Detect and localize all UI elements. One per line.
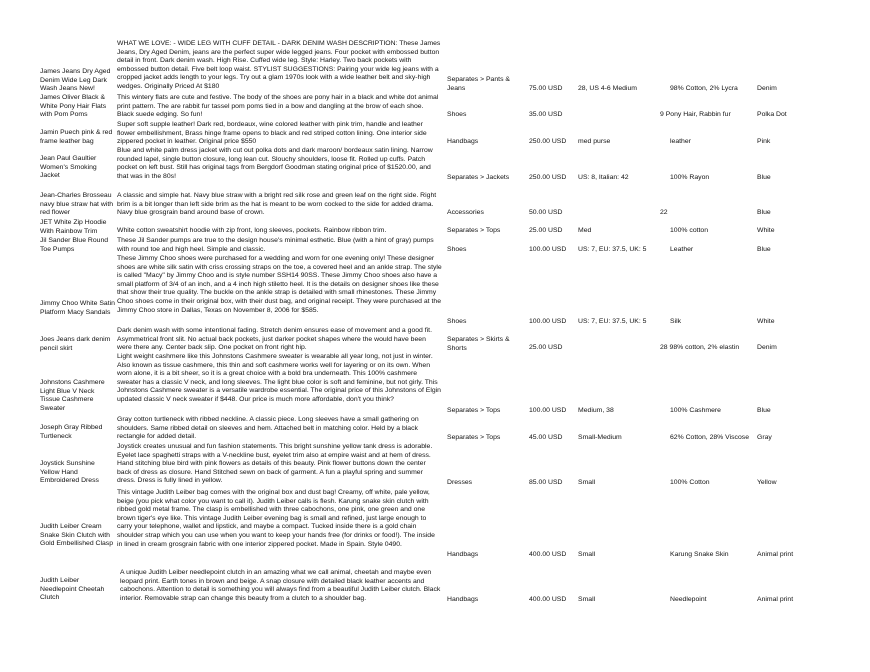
product-price: 250.00 USD <box>529 138 567 145</box>
product-description: This wintery flats are cute and festive. The body of the shoes are pony hair in a black and white dot animal print pattern. The are rabbit fur tassel pom poms tied in a bow and dangling at the brow of each shoe. Black suede edging. So fun! <box>117 94 439 119</box>
product-fabric: 98% Cotton, 2% Lycra <box>670 85 738 92</box>
product-description: Super soft supple leather! Dark red, bordeaux, wine colored leather with pink trim, handle and leather flower embellishment, Brass hinge frame opens to black and red striped cotton lining. One interior side zippered pocket in leather. Original price $550 <box>117 121 427 146</box>
product-color: Polka Dot <box>757 111 787 118</box>
product-category: Separates > Pants & Jeans <box>447 76 510 92</box>
product-name: Jamin Puech pink & red frame leather bag <box>40 129 113 145</box>
product-name: James Jeans Dry Aged Denim Wide Leg Dark Wash Jeans New! <box>40 68 111 93</box>
product-category: Separates > Tops <box>447 407 501 414</box>
product-description: A classic and simple hat. Navy blue straw with a bright red silk rose and green leaf on the right side. Right brim is a bit longer than left side brim as the hat is meant to be worn cocked to the side for added drama. Navy blue grosgrain band around base of crown. <box>117 192 437 217</box>
product-description: WHAT WE LOVE: - WIDE LEG WITH CUFF DETAIL - DARK DENIM WASH DESCRIPTION: These James Jeans, Dry Aged Denim, jeans are the perfect super wide legged jeans. Four pocket with embossed button detail in front. Dark denim wash. High Rise. Cuffed wide leg. Style: Harley. Two back pockets with embossed button detail. Five belt loop waist. STYLIST SUGGESTIONS: Pairing your wide leg jeans with a cropped jacket adds length to your legs. Try out a glam 1970s look with a wide leather belt and sky-high wedges. Originally Priced At $180 <box>117 40 441 90</box>
product-color: Blue <box>757 174 771 181</box>
product-fabric: Leather <box>670 246 694 253</box>
product-name: Joystick Sunshine Yellow Hand Embroidered Dress <box>40 460 99 485</box>
product-color: Blue <box>757 407 771 414</box>
product-category: Handbags <box>447 596 479 603</box>
product-fabric: 100% Cashmere <box>670 407 721 414</box>
product-color: Yellow <box>757 479 777 486</box>
product-color: Denim <box>757 344 777 351</box>
product-description: These Jil Sander pumps are true to the design house's minimal esthetic. Blue (with a hint of gray) pumps with round toe and high heel. Simple and classic. <box>117 237 434 253</box>
product-category: Accessories <box>447 209 484 216</box>
product-color: White <box>757 227 775 234</box>
product-price: 50.00 USD <box>529 209 563 216</box>
product-category: Handbags <box>447 551 479 558</box>
product-fabric: 62% Cotton, 28% Viscose <box>670 434 750 441</box>
product-description: White cotton sweatshirt hoodie with zip front, long sleeves, pockets. Rainbow ribbon trim. <box>117 227 387 234</box>
product-size: med purse <box>578 138 611 145</box>
product-size: Medium, 38 <box>578 407 614 414</box>
product-fabric: 22 <box>660 209 668 216</box>
product-name: Judith Leiber Cream Snake Skin Clutch with Gold Embellished Clasp <box>40 523 114 548</box>
product-name: James Oliver Black & White Pony Hair Flats with Pom Poms <box>40 94 107 119</box>
product-fabric: 100% cotton <box>670 227 709 234</box>
product-description: Dark denim wash with some intentional fading. Stretch denim ensures ease of movement and a good fit. Asymmetrical front slit. No actual back pockets, just darker pocket shapes where the would have been were there any. Center back slip. One pocket on front right hip. <box>117 327 432 352</box>
product-description: Blue and white palm dress jacket with cut out polka dots and dark maroon/ bordeaux satin lining. Narrow rounded lapel, single button closure, long lean cut. Slouchy shoulders, loose fit. Rolled up cuffs. Patch pocket on left bust. Still has original tags from Bergdorf Goodman stating original price of $1520.00, and that was in the 80s! <box>117 147 433 180</box>
product-color: Animal print <box>757 551 794 558</box>
product-description: Joystick creates unusual and fun fashion statements. This bright sunshine yellow tank dress is adorable. Eyelet lace spaghetti straps with a V-neckline bust, eyelet trim also at empire waist and at hem of dress. Hand stitching blue bird with pink flowers as details of this beauty. Pink flower buttons down the center back of dress as closure. Hand Stitched sewn on back of garment. A fun a playful spring and summer dress. Dress is fully lined in yellow. <box>117 443 433 485</box>
product-price: 100.00 USD <box>529 246 567 253</box>
product-description: These Jimmy Choo shoes were purchased for a wedding and worn for one evening only! These designer shoes are white silk satin with criss crossing straps on the toe, a covered heel and an ankle strap. The style is called "Macy" by Jimmy Choo and is style number SSH14 90SS. These Jimmy Choo shoes also have a small platform of 3/4 of an inch, and a 4 inch high stiletto heel. It is the details on designer shoes like these that show their true quality. The buckle on the ankle strap is detailed with small rhinestones. These Jimmy Choo shoes come in their original box, with their dust bag, and original receipt. They were purchased at the Jimmy Choo store in Dallas, Texas on November 8, 2006 for $585. <box>117 255 442 314</box>
product-description: Gray cotton turtleneck with ribbed neckline. A classic piece. Long sleeves have a small gathering on shoulders. Same ribbed detail on sleeves and hem. Attached belt in matching color. Held by a black rectangle for added detail. <box>117 416 419 441</box>
product-price: 400.00 USD <box>529 551 567 558</box>
product-category: Dresses <box>447 479 473 486</box>
product-category: Separates > Jackets <box>447 174 510 181</box>
product-fabric: Silk <box>670 318 682 325</box>
product-size: Small <box>578 596 596 603</box>
product-price: 100.00 USD <box>529 407 567 414</box>
product-category: Separates > Tops <box>447 434 501 441</box>
product-fabric: 28 98% cotton, 2% elastin <box>660 344 740 351</box>
product-category: Shoes <box>447 111 467 118</box>
product-price: 45.00 USD <box>529 434 563 441</box>
product-name: Jean Paul Gaultier Women's Smoking Jacket <box>40 155 97 180</box>
product-color: Gray <box>757 434 772 441</box>
product-name: JET White Zip Hoodie With Rainbow Trim <box>40 219 107 235</box>
product-fabric: Needlepoint <box>670 596 707 603</box>
product-name: Jimmy Choo White Satin Platform Macy Sandals <box>40 300 115 316</box>
product-name: Jean-Charles Brosseau navy blue straw hat with red flower <box>40 192 114 217</box>
product-price: 25.00 USD <box>529 344 563 351</box>
product-category: Separates > Tops <box>447 227 501 234</box>
product-size: Small-Medium <box>578 434 622 441</box>
product-color: Pink <box>757 138 771 145</box>
product-price: 100.00 USD <box>529 318 567 325</box>
product-color: Denim <box>757 85 777 92</box>
product-description: This vintage Judith Leiber bag comes with the original box and dust bag! Creamy, off white, pale yellow, beige (you pick what color you want to call it). Judith Leiber calls is flesh. Karung snake skin clutch with ribbed gold metal frame. The clasp is embellished with three cabochons, one pink, one green and one brown tiger's eye like. This vintage Judith Leiber evening bag is small and refined, just large enough to carry your telephone, wallet and lipstick, and maybe a compact. Tucked inside there is a gold chain shoulder strap which you can use when you want to keep your hands free (for drinks or food!). The inside in lined in cream grosgrain fabric with one interior zippered pocket. Made in Spain. Style 0490. <box>117 489 435 548</box>
product-color: White <box>757 318 775 325</box>
product-color: Blue <box>757 209 771 216</box>
product-price: 35.00 USD <box>529 111 563 118</box>
product-name: Jil Sander Blue Round Toe Pumps <box>40 237 109 253</box>
product-category: Shoes <box>447 246 467 253</box>
product-name: Joes Jeans dark denim pencil skirt <box>40 336 111 352</box>
product-name: Judith Leiber Needlepoint Cheetah Clutch <box>40 577 105 602</box>
product-price: 75.00 USD <box>529 85 563 92</box>
product-name: Joseph Gray Ribbed Turtleneck <box>40 424 103 440</box>
product-description: Light weight cashmere like this Johnstons Cashmere sweater is wearable all year long, not just in winter. Also known as tissue cashmere, this thin and soft cashmere works well for layering or on its own. When worn alone, it is a bit sheer, so it is a great choice with a bold bra underneath. This 100% cashmere sweater has a classic V neck, and long sleeves. The light blue color is soft and feminine, but not girly. This Johnstons Cashmere sweater is a versatile wardrobe essential. The original price of this Johnstons of Elgin updated classic V neck sweater if $448. Our price is much more affordable, don't you think? <box>117 353 441 403</box>
product-fabric: Karung Snake Skin <box>670 551 729 558</box>
product-price: 250.00 USD <box>529 174 567 181</box>
product-size: Small <box>578 551 596 558</box>
product-name: Johnstons Cashmere Light Blue V Neck Tissue Cashmere Sweater <box>40 379 105 412</box>
product-fabric: leather <box>670 138 691 145</box>
product-fabric: 9 Pony Hair, Rabbin fur <box>660 111 731 118</box>
product-price: 25.00 USD <box>529 227 563 234</box>
product-price: 85.00 USD <box>529 479 563 486</box>
product-color: Animal print <box>757 596 794 603</box>
product-category: Shoes <box>447 318 467 325</box>
product-color: Blue <box>757 246 771 253</box>
product-size: Small <box>578 479 596 486</box>
product-size: Med <box>578 227 592 234</box>
product-category: Separates > Skirts & Shorts <box>447 336 510 352</box>
product-size: US: 7, EU: 37.5, UK: 5 <box>578 246 647 253</box>
product-fabric: 100% Cotton <box>670 479 710 486</box>
product-category: Handbags <box>447 138 479 145</box>
product-size: US: 8, Italian: 42 <box>578 174 629 181</box>
product-fabric: 100% Rayon <box>670 174 710 181</box>
product-price: 400.00 USD <box>529 596 567 603</box>
product-description: A unique Judith Leiber needlepoint clutch in an amazing what we call animal, cheetah and maybe even leopard print. Earth tones in brown and beige. A snap closure with detailed black leather accents and cabochons. Attention to detail is something you will always find from a beautiful Judith Leiber clutch. Black interior. Removable strap can change this beauty from a clutch to a shoulder bag. <box>120 569 441 602</box>
product-size: US: 7, EU: 37.5, UK: 5 <box>578 318 647 325</box>
product-size: 28, US 4-6 Medium <box>578 85 637 92</box>
